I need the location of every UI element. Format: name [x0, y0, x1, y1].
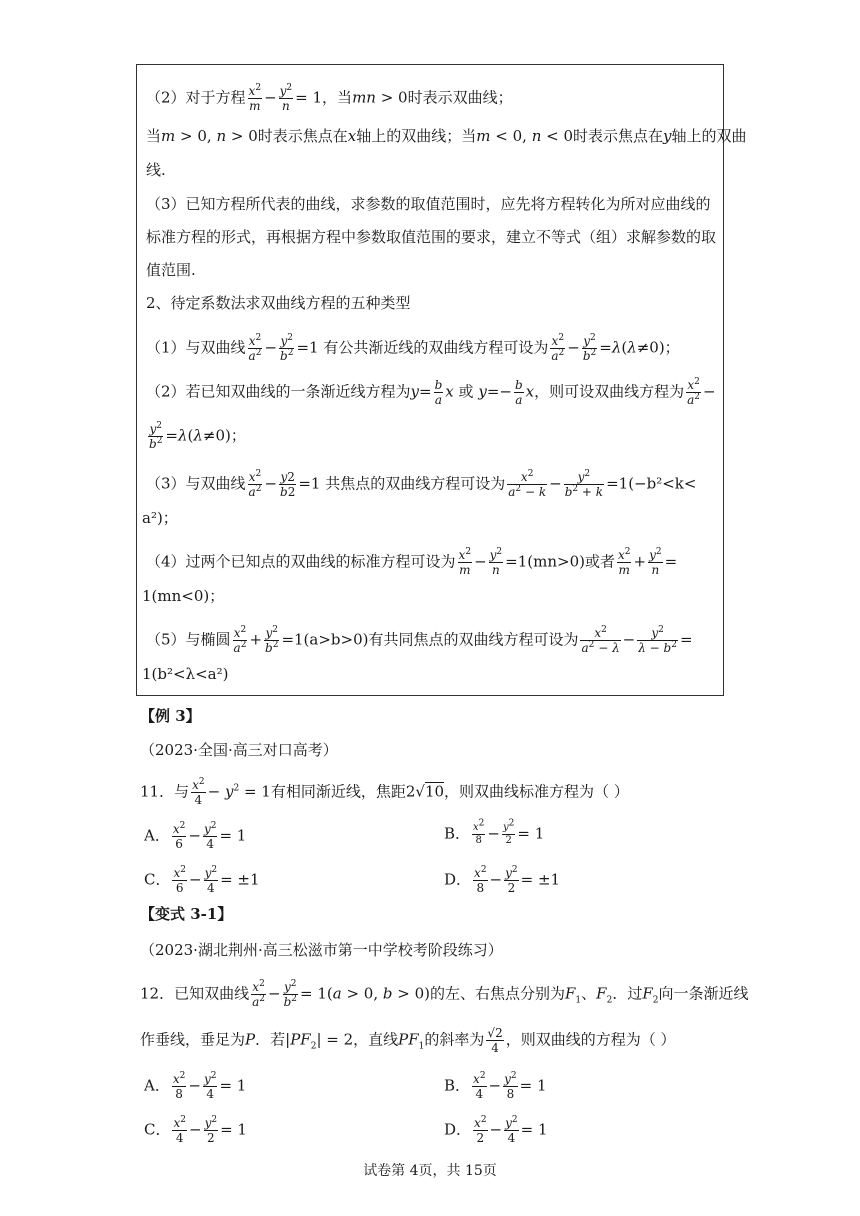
q11-option-c[interactable]: C． $\frac{x^2}{6}$ − $\frac{y^2}{4}$ = ±1: [144, 865, 260, 895]
fraction: $\frac{y^2}{8}$: [504, 1071, 517, 1101]
q12-option-a[interactable]: A． $\frac{x^2}{8}$ − $\frac{y^2}{4}$ = 1: [144, 1071, 247, 1101]
fraction: $\frac{y^2}{b^2}$: [582, 333, 597, 363]
q11-option-b[interactable]: B． $\frac{x^2}{8}$ − $\frac{y^2}{2}$ = 1: [444, 818, 545, 846]
text: ，则可设双曲线方程为: [534, 382, 685, 401]
option-label: A．: [144, 826, 170, 845]
note-2-line1: （2）对于方程 $\frac{x^2}{m}$ − $\frac{y^2}{n}$ = 1，当mn > 0时表示双曲线；: [146, 83, 513, 113]
fraction: $\frac{y^2}{4}$: [204, 865, 218, 895]
option-label: B．: [444, 1076, 471, 1095]
type-3-line2: a²)；: [142, 509, 178, 527]
text: （4）过两个已知点的双曲线的标准方程可设为: [146, 552, 456, 571]
option-label: A．: [144, 1076, 170, 1095]
text: 的左、右焦点分别为: [429, 984, 565, 1003]
text: 时表示双曲线；: [407, 88, 513, 107]
fraction: $\frac{x^2}{a^2}$: [233, 625, 247, 655]
fraction: $\frac{y^2}{n}$: [489, 547, 503, 577]
text: 时表示焦点在: [257, 127, 348, 145]
type-4-line2: 1(mn<0)；: [142, 587, 225, 605]
text: 作垂线，垂足为: [140, 1030, 246, 1049]
text: =: [664, 552, 678, 571]
q12-option-d[interactable]: D． $\frac{x^2}{2}$ − $\frac{y^2}{4}$ = 1: [444, 1115, 548, 1145]
fraction: $\frac{x^2}{6}$: [173, 865, 186, 895]
type-3-line1: （3）与双曲线 $\frac{x^2}{a^2}$ − $\frac{y2}{b2}$ =1 共焦点的双曲线方程可设为 $\frac{x^2}{a^2 - k}$ − $\frac{y^2}{b^2 + k}$ =1(−b²<k<: [146, 469, 697, 499]
option-label: D．: [444, 870, 472, 889]
note-3-line3: 值范围.: [146, 261, 196, 279]
option-label: C．: [144, 870, 171, 889]
fraction: $\frac{y^2}{b^2}$: [280, 333, 294, 363]
page-footer: 试卷第 4页，共 15页: [363, 1163, 497, 1179]
text: 当: [146, 127, 162, 145]
fraction: $\frac{x^2}{a^2 - k}$: [508, 469, 547, 499]
text: =1(−b²<k<: [606, 474, 697, 493]
q12-option-c[interactable]: C． $\frac{x^2}{4}$ − $\frac{y^2}{2}$ = 1: [144, 1115, 247, 1145]
text: 轴上的双曲线；当: [356, 127, 477, 145]
text: 12．已知双曲线: [140, 984, 250, 1003]
fraction: $\frac{y^2}{4}$: [505, 1115, 518, 1145]
fraction: $\frac{x^2}{a^2}$: [551, 333, 565, 363]
type-2-line1: （2）若已知双曲线的一条渐近线方程为y= $\frac{b}{a}$ x 或 y=− $\frac{b}{a}$ x，则可设双曲线方程为 $\frac{x^2}{a^2}$ −: [146, 377, 716, 407]
fraction: $\frac{x^2}{a^2}$: [252, 979, 265, 1009]
text: 有公共渐近线的双曲线方程可设为: [323, 338, 549, 357]
type-5-line1: （5）与椭圆 $\frac{x^2}{a^2}$ + $\frac{y^2}{b^2}$ =1(a>b>0)有共同焦点的双曲线方程可设为 $\frac{x^2}{a^2 - \lambda}$ − $\frac{y^2}{\lambda - b^2}$ =: [146, 625, 693, 655]
text: ，则双曲线标准方程为（ ）: [444, 782, 629, 801]
text: ；: [230, 426, 246, 445]
text: =: [679, 630, 693, 649]
fraction: $\frac{x^2}{m}$: [248, 83, 262, 113]
fraction: $\frac{y2}{b2}$: [280, 470, 296, 499]
fraction: $\frac{y^2}{2}$: [502, 818, 515, 846]
fraction: $\frac{y^2}{4}$: [203, 821, 217, 851]
fraction: $\frac{x^2}{m}$: [617, 547, 631, 577]
text: ．过: [612, 984, 643, 1003]
type-2-line2: $\frac{y^2}{b^2}$ =λ(λ≠0)；: [149, 421, 246, 451]
option-label: C．: [144, 1120, 171, 1139]
variant-3-1-source: （2023·湖北荆州·高三松滋市第一中学校考阶段练习）: [140, 941, 503, 959]
fraction: $\frac{b}{a}$: [514, 378, 523, 407]
fraction: $\frac{y^2}{n}$: [649, 547, 662, 577]
fraction: $\frac{√2}{4}$: [487, 1026, 503, 1055]
text: ，直线: [353, 1030, 399, 1049]
text: ，当: [322, 88, 353, 107]
q11-option-d[interactable]: D． $\frac{x^2}{8}$ − $\frac{y^2}{2}$ = ±1: [444, 865, 561, 895]
fraction: $\frac{y^2}{b^2}$: [265, 625, 279, 655]
fraction: $\frac{x^2}{8}$: [172, 1071, 186, 1101]
type-5-line2: 1(b²<λ<a²): [142, 665, 229, 683]
example-3-tag: 【例 3】: [140, 707, 201, 725]
fraction: $\frac{x^2}{8}$: [474, 865, 487, 895]
text: =1(a>b>0)有共同焦点的双曲线方程可设为: [281, 630, 579, 649]
example-3-source: （2023·全国·高三对口高考）: [140, 741, 338, 759]
section-2-heading: 2、待定系数法求双曲线方程的五种类型: [146, 294, 411, 312]
fraction: $\frac{x^2}{m}$: [458, 547, 472, 577]
text: （2）若已知双曲线的一条渐近线方程为: [146, 382, 411, 401]
question-11: 11．与 $\frac{x^2}{4}$ − $y^2 = 1$有相同渐近线，焦距2√10，则双曲线标准方程为（ ）: [140, 777, 629, 807]
text: 时表示焦点在: [573, 127, 664, 145]
variant-3-1-tag: 【变式 3-1】: [140, 905, 233, 923]
fraction: $\frac{y^2}{\lambda - b^2}$: [638, 625, 677, 655]
text: 的斜率为: [424, 1030, 485, 1049]
fraction: $\frac{x^2}{4}$: [173, 1115, 186, 1145]
text: 轴上的双曲: [671, 127, 747, 145]
text: 向一条渐近线: [658, 984, 749, 1003]
text: （5）与椭圆: [146, 630, 231, 649]
text: ；: [664, 338, 680, 357]
text: （3）与双曲线: [146, 474, 246, 493]
text: 共焦点的双曲线方程可设为: [325, 474, 506, 493]
fraction: $\frac{b}{a}$: [434, 378, 443, 407]
fraction: $\frac{y^2}{n}$: [279, 83, 293, 113]
fraction: $\frac{x^2}{a^2 - \lambda}$: [581, 625, 620, 655]
text: ．若: [255, 1030, 286, 1049]
fraction: $\frac{y^2}{2}$: [204, 1115, 218, 1145]
text: 或: [458, 382, 474, 401]
option-label: D．: [444, 1120, 472, 1139]
question-12-line2: 作垂线，垂足为P．若$|PF_2| = 2$，直线$PF_1$的斜率为 $\frac{√2}{4}$ ，则双曲线的方程为（ ）: [140, 1026, 676, 1055]
fraction: $\frac{y^2}{b^2}$: [149, 421, 163, 451]
text: 11．与: [140, 782, 190, 801]
option-label: B．: [444, 824, 471, 843]
question-12-line1: 12．已知双曲线 $\frac{x^2}{a^2}$ − $\frac{y^2}{b^2}$ = 1(a > 0, b > 0)的左、右焦点分别为$F_1$、$F_2$．过$F_2$向一条渐近线: [140, 979, 749, 1009]
fraction: $\frac{x^2}{6}$: [172, 821, 186, 851]
fraction: $\frac{y^2}{2}$: [505, 865, 518, 895]
fraction: $\frac{y^2}{b^2 + k}$: [564, 469, 604, 499]
fraction: $\frac{x^2}{4}$: [473, 1071, 486, 1101]
text: （1）与双曲线: [146, 338, 246, 357]
q11-option-a[interactable]: A． $\frac{x^2}{6}$ − $\frac{y^2}{4}$ = 1: [144, 821, 247, 851]
text: ，则双曲线的方程为（ ）: [505, 1030, 676, 1049]
type-4-line1: （4）过两个已知点的双曲线的标准方程可设为 $\frac{x^2}{m}$ − $\frac{y^2}{n}$ =1(mn>0)或者 $\frac{x^2}{m}$ + $\frac{y^2}{n}$ =: [146, 547, 678, 577]
note-2-line2: 当m > 0, n > 0时表示焦点在x轴上的双曲线；当m < 0, n < 0时表示焦点在y轴上的双曲: [146, 127, 747, 145]
note-3-line1: （3）已知方程所代表的曲线，求参数的取值范围时，应先将方程转化为所对应曲线的: [146, 195, 711, 213]
fraction: $\frac{x^2}{2}$: [474, 1115, 487, 1145]
note-3-line2: 标准方程的形式，再根据方程中参数取值范围的要求，建立不等式（组）求解参数的取: [146, 228, 717, 246]
text: （2）对于方程: [146, 88, 246, 107]
text: 有相同渐近线，焦距: [270, 782, 406, 801]
fraction: $\frac{x^2}{a^2}$: [248, 469, 262, 499]
fraction: $\frac{x^2}{4}$: [192, 777, 205, 807]
fraction: $\frac{y^2}{4}$: [203, 1071, 217, 1101]
fraction: $\frac{x^2}{a^2}$: [687, 377, 701, 407]
text: =1(mn>0)或者: [505, 552, 615, 571]
type-1: （1）与双曲线 $\frac{x^2}{a^2}$ − $\frac{y^2}{b^2}$ =1 有公共渐近线的双曲线方程可设为 $\frac{x^2}{a^2}$ − $\frac{y^2}{b^2}$ =λ(λ≠0)；: [146, 333, 680, 363]
fraction: $\frac{y^2}{b^2}$: [283, 979, 297, 1009]
fraction: $\frac{x^2}{8}$: [473, 818, 485, 846]
q12-option-b[interactable]: B． $\frac{x^2}{4}$ − $\frac{y^2}{8}$ = 1: [444, 1071, 547, 1101]
note-2-line3: 线.: [146, 161, 166, 179]
fraction: $\frac{x^2}{a^2}$: [248, 333, 262, 363]
